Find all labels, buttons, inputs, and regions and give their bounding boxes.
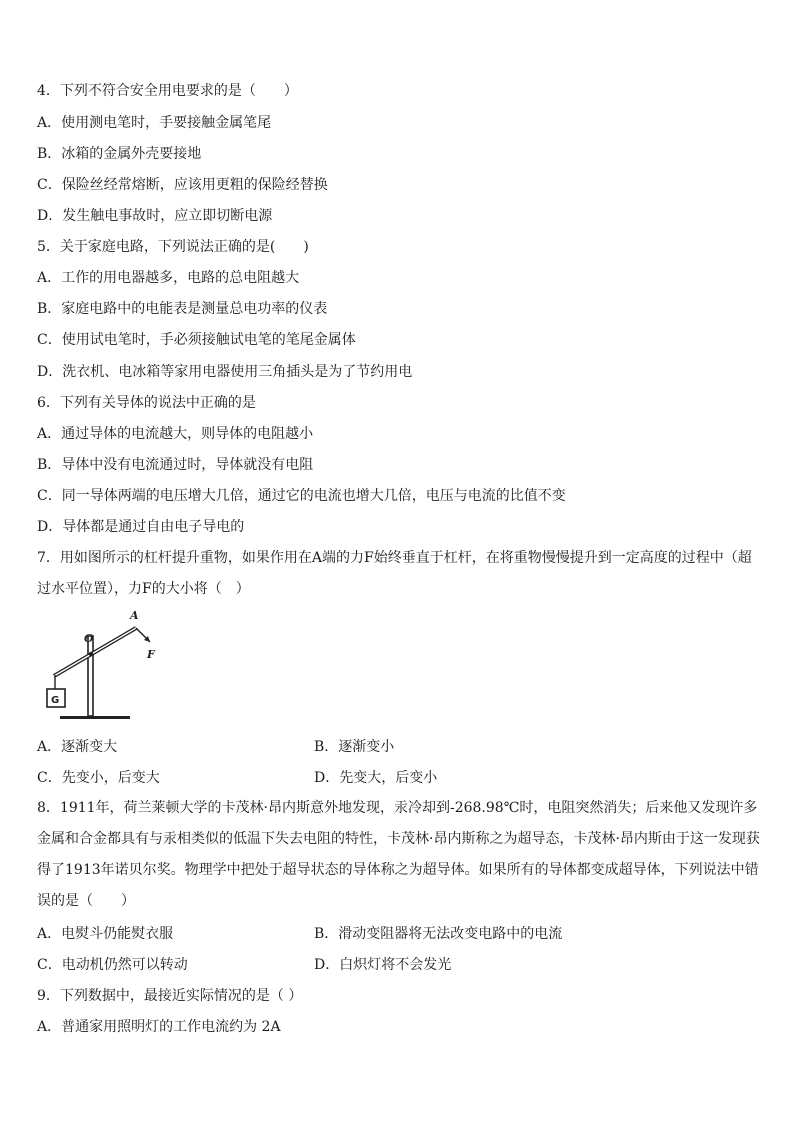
question-8-option-d: D．白炽灯将不会发光 [314,957,452,973]
question-5-stem: 5．关于家庭电路，下列说法正确的是( ) [37,239,309,255]
label-o: O [84,632,94,645]
question-4-option-b: B．冰箱的金属外壳要接地 [37,146,202,162]
question-7-option-a: A．逐渐变大 [37,739,118,755]
question-8-option-c: C．电动机仍然可以转动 [37,957,188,973]
question-5-option-b: B．家庭电路中的电能表是测量总电功率的仪表 [37,301,328,317]
question-4-option-c: C．保险丝经常熔断，应该用更粗的保险经替换 [37,177,328,193]
label-f: F [147,648,155,661]
question-7-option-c: C．先变小，后变大 [37,770,160,786]
question-5-option-a: A．工作的用电器越多，电路的总电阻越大 [37,270,300,286]
question-6-option-a: A．通过导体的电流越大，则导体的电阻越小 [37,426,314,442]
question-6-option-c: C．同一导体两端的电压增大几倍，通过它的电流也增大几倍，电压与电流的比值不变 [37,488,566,504]
question-9-option-a: A．普通家用照明灯的工作电流约为 2A [37,1019,281,1035]
label-a: A [130,609,139,622]
question-8-option-b: B．滑动变阻器将无法改变电路中的电流 [314,926,563,942]
label-g: G [51,695,60,706]
question-6-option-b: B．导体中没有电流通过时，导体就没有电阻 [37,457,314,473]
question-9-stem: 9．下列数据中，最接近实际情况的是（ ） [37,988,303,1004]
question-5-option-c: C．使用试电笔时，手必须接触试电笔的笔尾金属体 [37,332,356,348]
question-4-option-d: D．发生触电事故时，应立即切断电源 [37,208,273,224]
question-8-option-a: A．电熨斗仍能熨衣服 [37,926,174,942]
support-post [88,636,93,716]
question-6-stem: 6．下列有关导体的说法中正确的是 [37,395,256,411]
ground-line [60,716,130,719]
question-4-stem: 4．下列不符合安全用电要求的是（ ） [37,83,298,99]
question-8-stem: 8．1911年，荷兰莱顿大学的卡茂林·昂内斯意外地发现，汞冷却到-268.98℃时，电阻突然消失；后来他又发现许多金属和合金都具有与汞相类似的低温下失去电阻的特性，卡茂林·昂内斯称之为超导态，卡茂林·昂内斯由于这一发现获得了1913年诺贝尔奖。物理学中把处于超导状态的导体称之为超导体。如果所有的导体都变成超导体，下列说法中错误的是（ ） [37,800,760,909]
question-4-option-a: A．使用测电笔时，手要接触金属笔尾 [37,115,272,131]
question-7-option-b: B．逐渐变小 [314,739,395,755]
question-7-stem: 7．用如图所示的杠杆提升重物，如果作用在A端的力F始终垂直于杠杆，在将重物慢慢提升到一定高度的过程中（超过水平位置），力F的大小将（ ） [37,550,752,597]
question-7-option-d: D．先变大，后变小 [314,770,438,786]
lever-figure [44,608,174,724]
question-5-option-d: D．洗衣机、电冰箱等家用电器使用三角插头是为了节约用电 [37,364,413,380]
question-6-option-d: D．导体都是通过自由电子导电的 [37,519,245,535]
pivot-point [89,652,93,656]
